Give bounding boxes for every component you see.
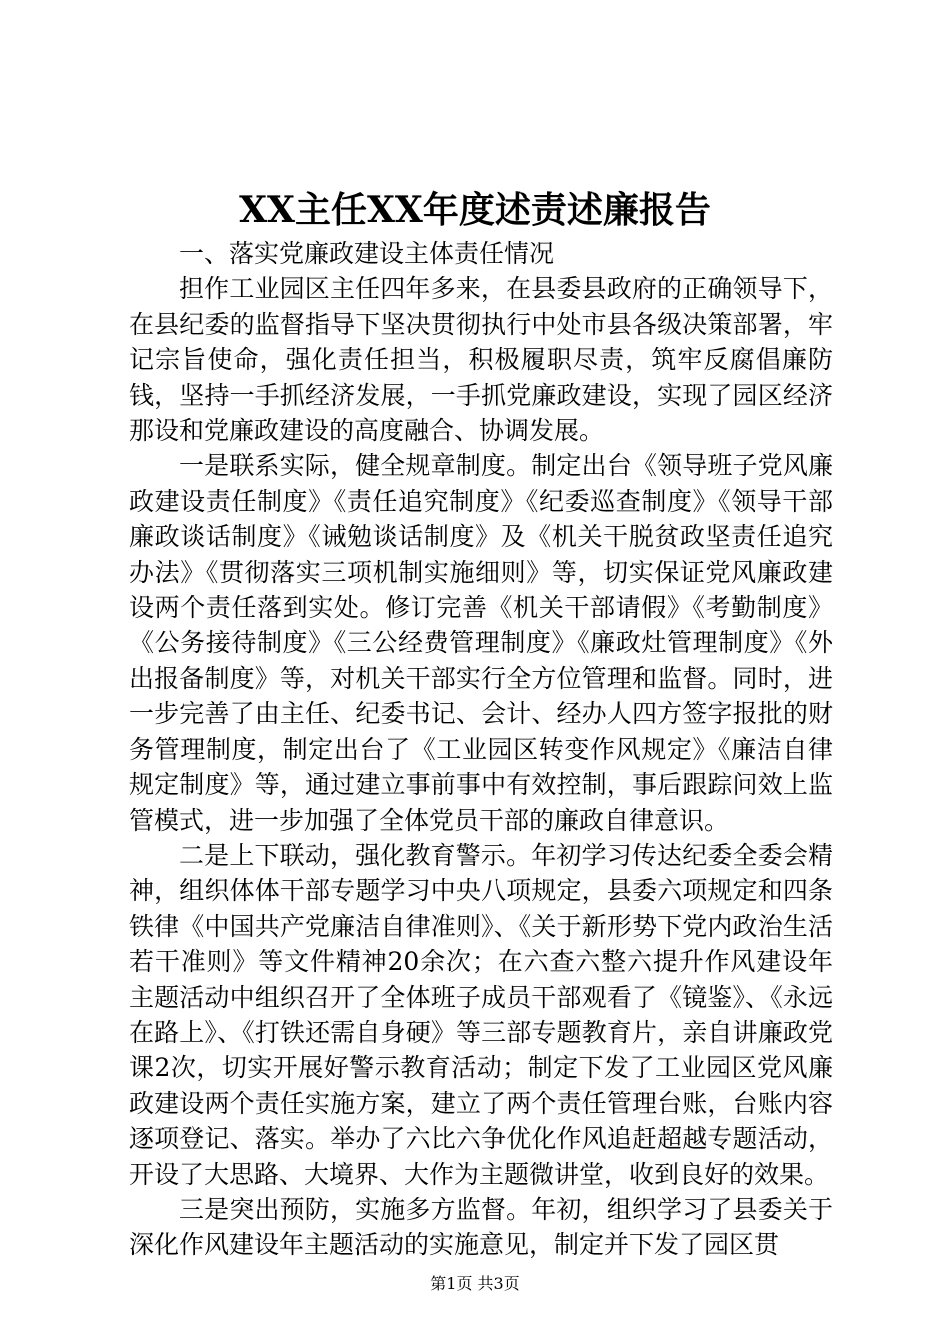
paragraph-intro: 担作工业园区主任四年多来，在县委县政府的正确领导下，在县纪委的监督指导下坚决贯彻执行中处市县各级决策部署，牢记宗旨使命，强化责任担当，积极履职尽责，筑牢反腐倡廉防钱，坚持一手抓经济发展，一手抓党廉政建设，实现了园区经济那设和党廉政建设的高度融合、协调发展。 — [129, 274, 833, 446]
document-body — [129, 236, 833, 1263]
document-title: XX主任XX年度述责述廉报告 — [239, 189, 711, 231]
paragraph-regulations: 一是联系实际，健全规章制度。制定出台《领导班子党风廉政建设责任制度》《责任追究制度》《纪委巡查制度》《领导干部廉政谈话制度》《诫勉谈话制度》及《机关干脱贫政坚责任追究办法》《贯彻落实三项机制实施细则》等，切实保证党风廉政建设两个责任落到实处。修订完善《机关干部请假》《考勤制度》《公务接待制度》《三公经费管理制度》《廉政灶管理制度》《外出报备制度》等，对机关干部实行全方位管理和监督。同时，进一步完善了由主任、纪委书记、会计、经办人四方签字报批的财务管理制度，制定出台了《工业园区转变作风规定》《廉洁自律规定制度》等，通过建立事前事中有效控制，事后跟踪问效上监管模式，进一步加强了全体党员干部的廉政自律意识。 — [129, 451, 833, 835]
section-heading: 一、落实党廉政建设主体责任情况 — [179, 239, 555, 268]
page-number-footer: 第1页 共3页 — [430, 1274, 520, 1293]
paragraph-education: 二是上下联动，强化教育警示。年初学习传达纪委全委会精神，组织体体干部专题学习中央八项规定，县委六项规定和四条铁律《中国共产党廉洁自律准则》、《关于新形势下党内政治生活若干准则》等文件精神20余次；在六查六整六提升作风建设年主题活动中组织召开了全体班子成员干部观看了《镜鉴》、《永远在路上》、《打铁还需自身硬》等三部专题教育片，亲自讲廉政党课2次，切实开展好警示教育活动；制定下发了工业园区党风廉政建设两个责任实施方案，建立了两个责任管理台账，台账内容逐项登记、落实。举办了六比六争优化作风追赶超越专题活动，开设了大思路、大境界、大作为主题微讲堂，收到良好的效果。 — [129, 840, 833, 1189]
paragraph-prevention: 三是突出预防，实施多方监督。年初，组织学习了县委关于深化作风建设年主题活动的实施意见，制定并下发了园区贯 — [129, 1194, 833, 1260]
